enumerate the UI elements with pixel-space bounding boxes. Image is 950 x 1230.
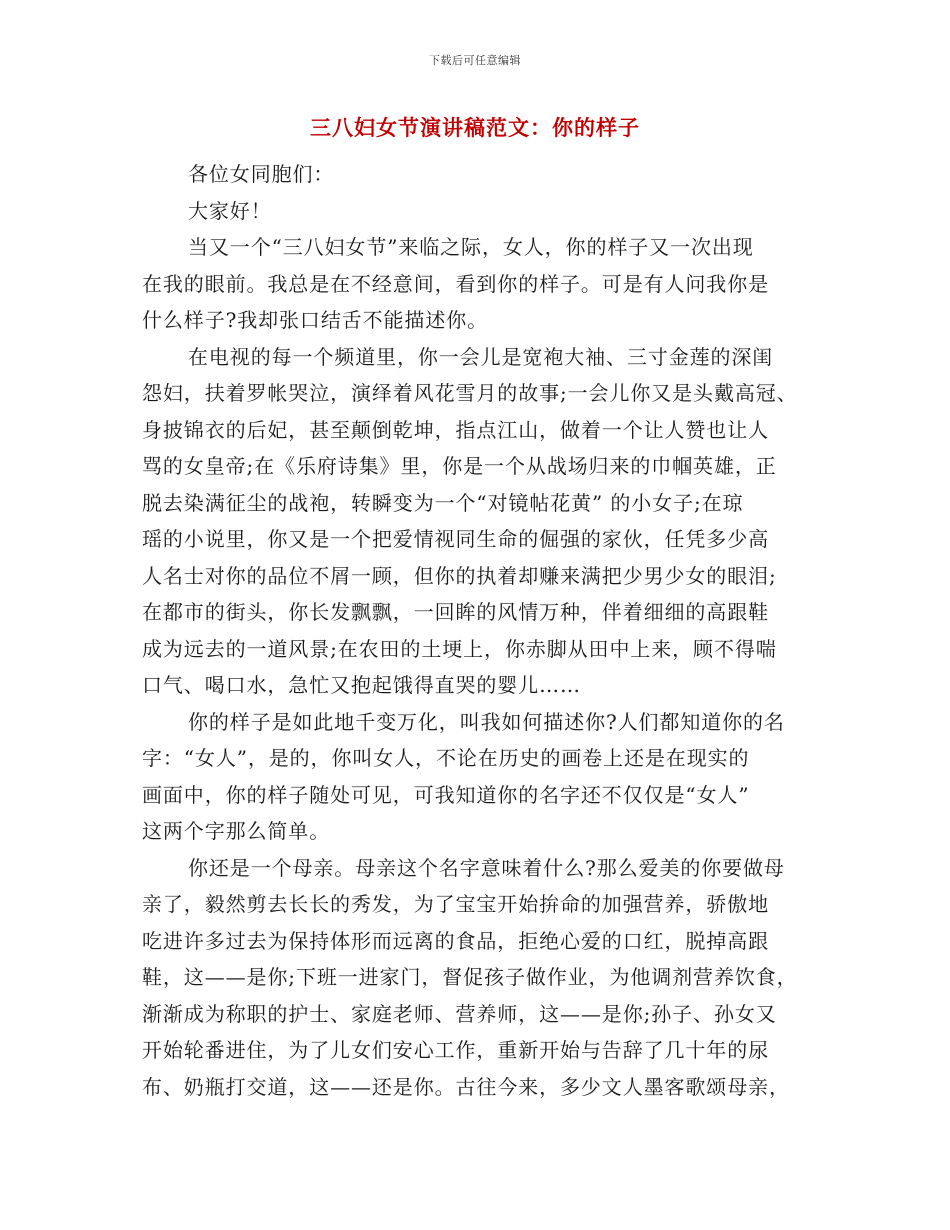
text-line: 身披锦衣的后妃，甚至颠倒乾坤，指点江山，做着一个让人赞也让人 xyxy=(142,417,769,442)
text-line: 在我的眼前。我总是在不经意间，看到你的样子。可是有人问我你是 xyxy=(142,271,769,296)
text-line: 成为远去的一道风景;在农田的土埂上，你赤脚从田中上来，顾不得喘 xyxy=(142,636,777,661)
text-line: 鞋，这——是你;下班一进家门，督促孩子做作业，为他调剂营养饮食， xyxy=(142,965,798,989)
text-line: 当又一个“三八妇女节”来临之际，女人，你的样子又一次出现 xyxy=(188,235,754,259)
header-note: 下载后可任意编辑 xyxy=(429,54,521,67)
text-line: 开始轮番进住，为了儿女们安心工作，重新开始与告辞了几十年的尿 xyxy=(142,1038,769,1062)
text-line: 骂的女皇帝;在《乐府诗集》里，你是一个从战场归来的巾帼英雄，正 xyxy=(142,454,777,478)
text-line: 你还是一个母亲。母亲这个名字意味着什么?那么爱美的你要做母 xyxy=(188,855,785,880)
text-line: 人名士对你的品位不屑一顾，但你的执着却赚来满把少男少女的眼泪; xyxy=(142,563,777,588)
text-line: 什么样子?我却张口结舌不能描述你。 xyxy=(142,308,489,332)
text-line: 瑶的小说里，你又是一个把爱情视同生命的倔强的家伙，任凭多少高 xyxy=(142,527,769,551)
text-line: 这两个字那么简单。 xyxy=(142,819,331,843)
text-line: 脱去染满征尘的战袍，转瞬变为一个“对镜帖花黄” 的小女子;在琼 xyxy=(142,490,744,515)
text-line: 吃进许多过去为保持体形而远离的食品，拒绝心爱的口红，脱掉高跟 xyxy=(142,928,769,953)
text-line: 画面中，你的样子随处可见，可我知道你的名字还不仅仅是“女人” xyxy=(142,782,750,807)
document-title: 三八妇女节演讲稿范文：你的样子 xyxy=(310,115,640,140)
text-line: 布、奶瓶打交道，这——还是你。古往今来，多少文人墨客歌颂母亲， xyxy=(142,1074,790,1099)
text-line: 口气、喝口水，急忙又抱起饿得直哭的婴儿…… xyxy=(142,673,581,697)
text-line: 你的样子是如此地千变万化，叫我如何描述你?人们都知道你的名 xyxy=(188,709,785,734)
document-body xyxy=(142,156,822,1105)
text-line: 字：“女人”，是的，你叫女人，不论在历史的画卷上还是在现实的 xyxy=(142,746,750,770)
text-line: 在都市的街头，你长发飘飘，一回眸的风情万种，伴着细细的高跟鞋 xyxy=(142,600,769,624)
text-line: 亲了，毅然剪去长长的秀发，为了宝宝开始拚命的加强营养，骄傲地 xyxy=(142,892,769,916)
text-line: 大家好！ xyxy=(188,198,272,223)
text-line: 怨妇，扶着罗帐哭泣，演绎着风花雪月的故事;一会儿你又是头戴高冠、 xyxy=(142,381,798,405)
text-line: 渐渐成为称职的护士、家庭老师、营养师，这——是你;孙子、孙女又 xyxy=(142,1001,777,1026)
text-line: 各位女同胞们： xyxy=(188,162,335,186)
text-line: 在电视的每一个频道里，你一会儿是宽袍大袖、三寸金莲的深闺 xyxy=(188,344,774,369)
